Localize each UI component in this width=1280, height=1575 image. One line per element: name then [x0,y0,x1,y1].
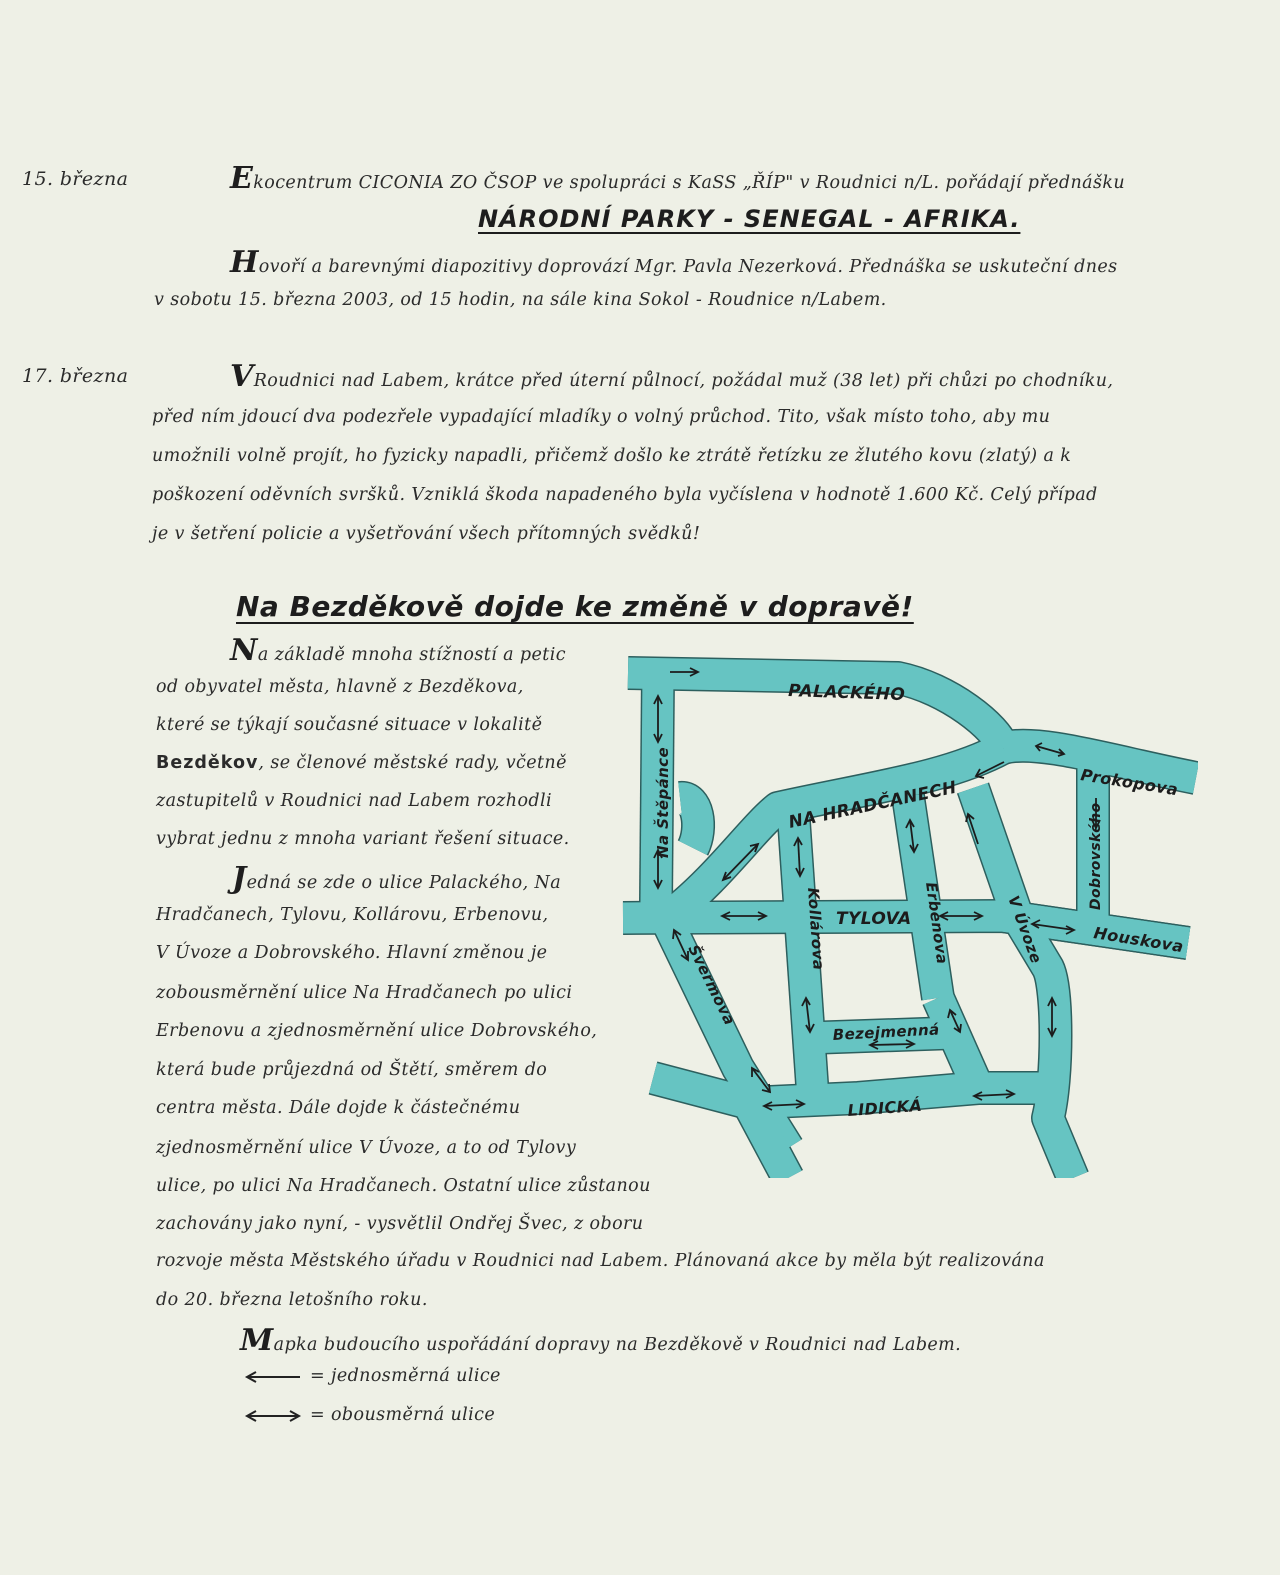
map-caption [240,1323,962,1358]
label-lidicka: LIDICKÁ [846,1095,923,1120]
highlight-bezdekov: Bezděkov [156,753,259,773]
entry-paragraph-line: v sobotu 15. března 2003, od 15 hodin, na sále kina Sokol - Roudnice n/Labem. [154,290,887,310]
entry-text: kocentrum CICONIA ZO ČSOP ve spolupráci s KaSS „ŘÍP" v Roudnici n/L. pořádají přednášku [253,173,1126,193]
article-line [230,633,566,668]
street-map [618,648,1198,1178]
article-line: zobousměrnění ulice Na Hradčanech po ulici [156,983,573,1003]
caption-text: apka budoucího uspořádání dopravy na Bezděkově v Roudnici nad Labem. [273,1335,962,1355]
legend-two-way [242,1405,495,1425]
article-line: ulice, po ulici Na Hradčanech. Ostatní ulice zůstanou [156,1176,651,1196]
two-way-arrow-icon [242,1408,304,1424]
label-palackeho: PALACKÉHO [787,681,906,706]
entry-line: je v šetření policie a vyšetřování všech přítomných svědků! [152,524,701,544]
article-line [232,861,562,896]
article-line: centra města. Dále dojde k částečnému [156,1098,521,1118]
drop-initial: V [230,359,254,394]
road-na-hradcanech [673,748,1003,913]
label-tylova: TYLOVA [836,909,912,929]
drop-initial: N [230,633,258,668]
lecture-title: NÁRODNÍ PARKY - SENEGAL - AFRIKA. [478,205,1021,233]
drop-initial: M [240,1323,274,1358]
article-line: rozvoje města Městského úřadu v Roudnici nad Labem. Plánovaná akce by měla být realizována [156,1251,1045,1271]
article-line: která bude průjezdná od Štětí, směrem do [156,1060,548,1080]
label-na-stepance: Na Štěpánce [654,746,672,858]
label-v-uvoze: V Úvoze [1004,893,1046,966]
label-bezejmenna: Bezejmenná [832,1020,941,1044]
article-line: zastupitelů v Roudnici nad Labem rozhodli [156,791,552,811]
article-line: V Úvoze a Dobrovského. Hlavní změnou je [156,943,548,963]
entry-line: umožnili volně projít, ho fyzicky napadli, přičemž došlo ke ztrátě řetízku ze žlutého kovu (zlatý) a k [152,446,1072,466]
label-kollarova: Kollárova [804,887,828,971]
drop-initial: J [232,861,247,896]
legend-two-way-label: = obousměrná ulice [309,1405,496,1425]
entry-paragraph-line [230,245,1118,280]
entry-text: Roudnici nad Labem, krátce před úterní půlnocí, požádal muž (38 let) při chůzi po chodníku, [253,371,1114,391]
article-text: edná se zde o ulice Palackého, Na [246,873,562,893]
entry-first-line [230,359,1114,394]
article-line: zjednosměrnění ulice V Úvoze, a to od Tylovy [156,1138,577,1158]
entry-first-line [230,161,1126,196]
article-line: které se týkají současné situace v lokalitě [156,715,543,735]
entry-text: ovoří a barevnými diapozitivy doprovází Mgr. Pavla Nezerková. Přednáška se uskuteční dnes [258,257,1118,277]
article-title: Na Bezděkově dojde ke změně v dopravě! [236,590,914,623]
article-line [156,753,567,773]
article-line: zachovány jako nyní, - vysvětlil Ondřej Švec, z oboru [156,1214,644,1234]
label-na-hradcanech: NA HRADČANECH [786,777,959,833]
label-prokopova: Prokopova [1079,765,1180,800]
entry-line: poškození oděvních svršků. Vzniklá škoda napadeného byla vyčíslena v hodnotě 1.600 Kč. Celý případ [152,485,1098,505]
drop-initial: H [230,245,259,280]
article-text: a základě mnoha stížností a petic [257,645,566,665]
article-line: Hradčanech, Tylovu, Kollárovu, Erbenovu, [156,905,549,925]
road-stepance-hook [680,798,698,848]
label-erbenova: Erbenova [922,881,952,966]
entry-date: 15. března [22,168,129,190]
label-houskova: Houskova [1092,923,1186,957]
entry-date: 17. března [22,365,129,387]
entry-line: před ním jdoucí dva podezřele vypadající mladíky o volný průchod. Tito, však místo toho, aby mu [152,407,1051,427]
article-line: od obyvatel města, hlavně z Bezděkova, [156,677,524,697]
one-way-arrow-icon [242,1369,304,1385]
article-line: do 20. března letošního roku. [156,1290,428,1310]
legend-one-way [242,1366,501,1386]
label-svermova: Švermova [684,941,739,1029]
label-dobrovskeho: Dobrovského [1088,802,1104,910]
article-line: vybrat jednu z mnoha variant řešení situace. [156,829,570,849]
legend-one-way-label: = jednosměrná ulice [309,1366,501,1386]
drop-initial: E [230,161,254,196]
article-text: , se členové městské rady, včetně [258,753,567,773]
article-line: Erbenovu a zjednosměrnění ulice Dobrovského, [156,1021,598,1041]
